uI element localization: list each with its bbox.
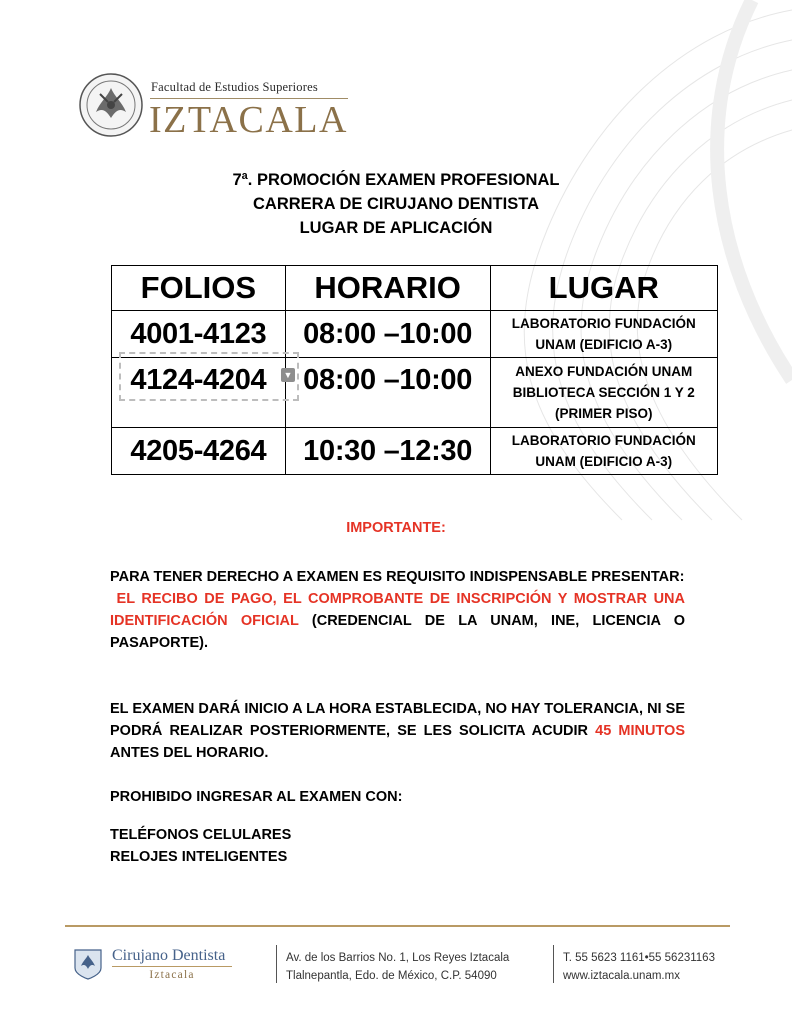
website-link[interactable]: www.iztacala.unam.mx bbox=[563, 970, 680, 982]
footer-address bbox=[286, 949, 509, 985]
title-line-2: CARRERA DE CIRUJANO DENTISTA bbox=[252, 195, 539, 213]
lugar-line: (PRIMER PISO) bbox=[554, 406, 653, 421]
requirements-highlight: EL RECIBO DE PAGO, EL COMPROBANTE DE INSCRIPCIÓN Y MOSTRAR UNA IDENTIFICACIÓN OFICIAL bbox=[110, 591, 685, 629]
title-line-1: 7ª. PROMOCIÓN EXAMEN PROFESIONAL bbox=[232, 171, 560, 189]
table-row bbox=[112, 358, 718, 428]
timing-paragraph bbox=[110, 698, 685, 764]
horario-cell: 10:30 –12:30 bbox=[285, 428, 490, 475]
header-lugar: LUGAR bbox=[490, 266, 718, 311]
address-line-2: Tlalnepantla, Edo. de México, C.P. 54090 bbox=[286, 970, 497, 982]
lugar-line: UNAM (EDIFICIO A-3) bbox=[535, 337, 673, 352]
footer-contact bbox=[563, 949, 715, 985]
lugar-line: BIBLIOTECA SECCIÓN 1 Y 2 bbox=[512, 385, 695, 400]
header-horario: HORARIO bbox=[285, 266, 490, 311]
chevron-down-icon[interactable]: ▼ bbox=[281, 368, 295, 382]
folios-cell: 4205-4264 bbox=[112, 428, 286, 475]
lugar-cell bbox=[490, 428, 718, 475]
timing-highlight: 45 MINUTOS bbox=[595, 723, 685, 739]
table-header-row bbox=[112, 266, 718, 311]
phone-text: T. 55 5623 1161•55 56231163 bbox=[563, 952, 715, 964]
requirements-paragraph bbox=[110, 566, 685, 654]
important-heading: IMPORTANTE: bbox=[346, 520, 446, 536]
title-line-3: LUGAR DE APLICACIÓN bbox=[299, 219, 493, 237]
schedule-table bbox=[111, 265, 718, 475]
footer-rule bbox=[65, 925, 730, 927]
faculty-label: Facultad de Estudios Superiores bbox=[151, 80, 318, 94]
prohibited-list bbox=[110, 824, 685, 868]
header-logo bbox=[78, 72, 358, 142]
list-item: RELOJES INTELIGENTES bbox=[110, 849, 288, 865]
header-folios: FOLIOS bbox=[112, 266, 286, 311]
requirements-intro: PARA TENER DERECHO A EXAMEN ES REQUISITO INDISPENSABLE PRESENTAR: bbox=[110, 569, 685, 585]
requirements-rest: (CREDENCIAL DE LA UNAM, INE, LICENCIA O PASAPORTE). bbox=[110, 613, 685, 651]
lugar-cell bbox=[490, 311, 718, 358]
horario-cell: 08:00 –10:00 bbox=[285, 358, 490, 428]
lugar-line: ANEXO FUNDACIÓN UNAM bbox=[515, 364, 693, 379]
document-title bbox=[0, 168, 792, 240]
lugar-line: LABORATORIO FUNDACIÓN bbox=[511, 433, 696, 448]
list-item: TELÉFONOS CELULARES bbox=[110, 827, 292, 843]
unam-seal-icon bbox=[78, 72, 144, 138]
department-subtitle: Iztacala bbox=[149, 969, 195, 981]
timing-start: EL EXAMEN DARÁ INICIO A LA HORA ESTABLECIDA, NO HAY TOLERANCIA, NI SE PODRÁ REALIZAR POSTERIORMENTE, SE LES SOLICITA ACUDIR bbox=[110, 701, 685, 739]
table-row bbox=[112, 311, 718, 358]
horario-cell: 08:00 –10:00 bbox=[285, 311, 490, 358]
lugar-line: UNAM (EDIFICIO A-3) bbox=[535, 454, 673, 469]
lugar-line: LABORATORIO FUNDACIÓN bbox=[511, 316, 696, 331]
footer-divider bbox=[553, 945, 554, 983]
lugar-cell bbox=[490, 358, 718, 428]
table-row bbox=[112, 428, 718, 475]
department-rule bbox=[112, 966, 232, 967]
prohibited-heading: PROHIBIDO INGRESAR AL EXAMEN CON: bbox=[110, 789, 403, 805]
footer-divider bbox=[276, 945, 277, 983]
campus-wordmark: IZTACALA bbox=[149, 99, 348, 141]
folios-cell[interactable]: 4124-4204 bbox=[112, 358, 286, 428]
timing-end: ANTES DEL HORARIO. bbox=[110, 745, 269, 761]
folios-cell: 4001-4123 bbox=[112, 311, 286, 358]
unam-seal-icon bbox=[73, 948, 103, 980]
department-name: Cirujano Dentista bbox=[112, 947, 226, 964]
address-line-1: Av. de los Barrios No. 1, Los Reyes Iztacala bbox=[286, 952, 510, 964]
